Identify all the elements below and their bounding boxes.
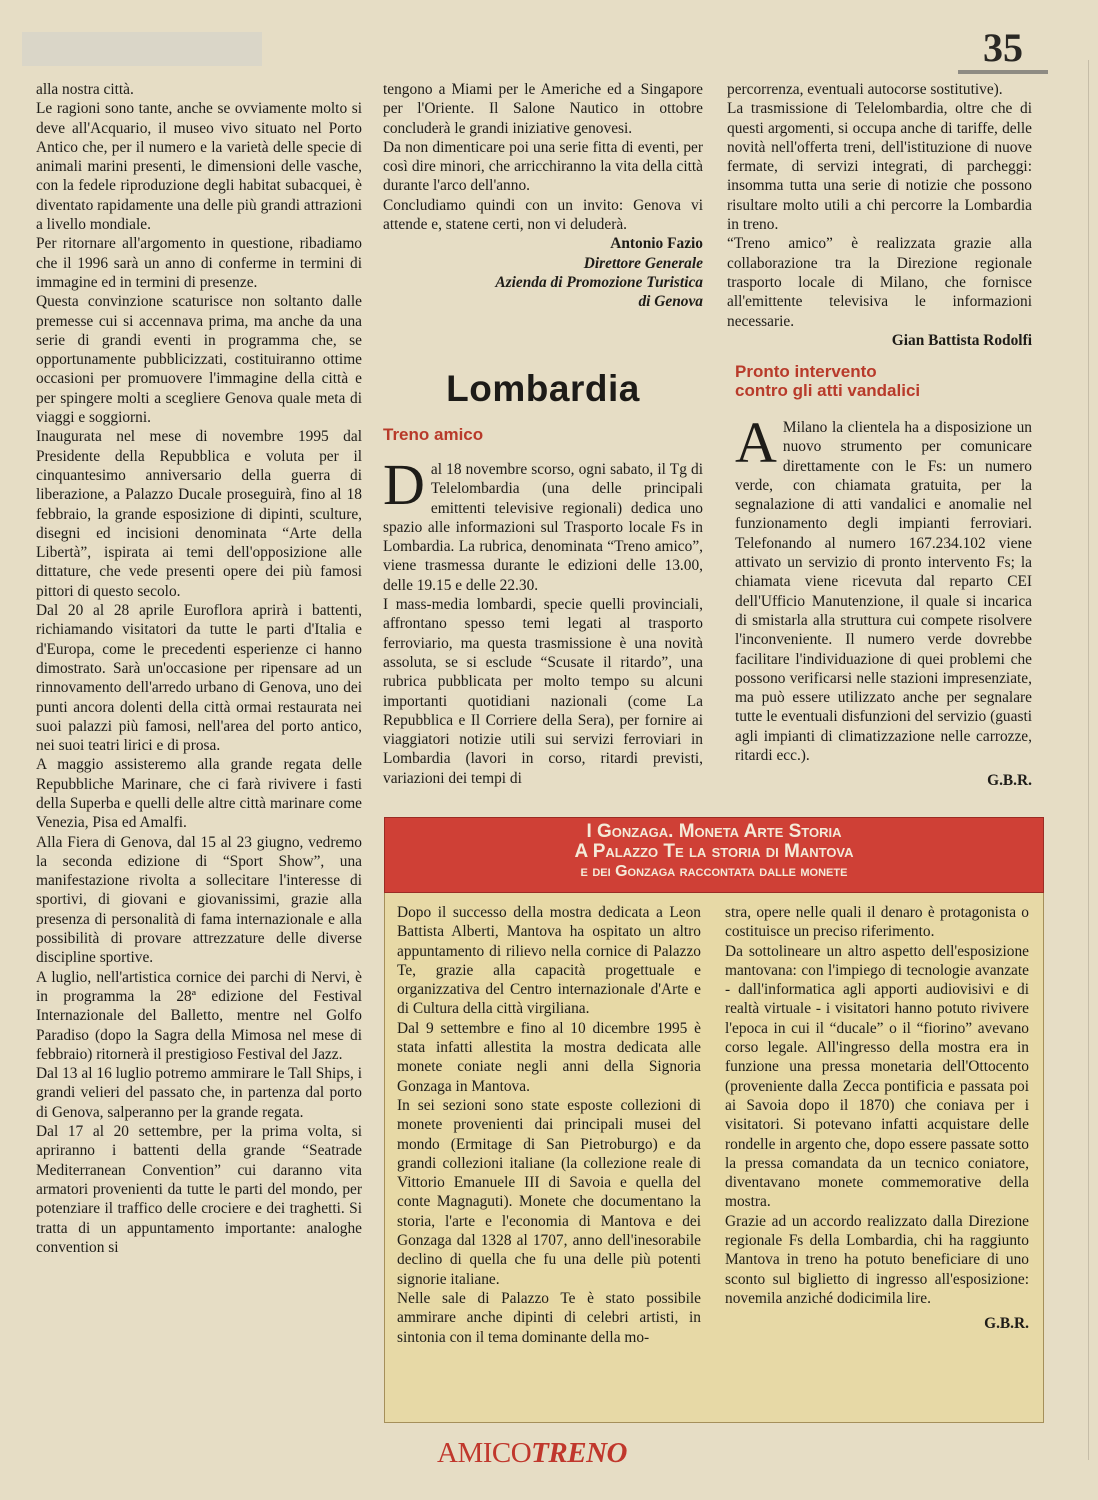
gonzaga-box-header bbox=[384, 817, 1044, 893]
article-pronto-intervento: Milano la clientela ha a disposizione un nuovo strumento per comunicare direttamente con le Fs: un numero verde, con chiamata gratuita, per la segnalazione di atti vandalici e anomalie nel funzionamento degli impianti ferroviari. Telefonando al numero 167.234.102 viene attivato un servizio di pronto intervento Fs; la chiamata viene ricevuta dal reparto CEI dell'Ufficio Manutenzione, il quale si incarica di smistarla alla struttura cui compete risolvere l'inconveniente. Il numero verde dovrebbe facilitare l'individuazione di quei problemi che possono verificarsi nelle stazioni impresenziate, ma può essere utilizzato anche per segnalare tutte le eventuali disfunzioni del servizio (guasti agli impianti di climatizzazione nelle carrozze, ritardi ecc.). bbox=[735, 419, 1032, 765]
gonzaga-paragraph: Da sottolineare un altro aspetto dell'esposizione mantovana: con l'impiego di tecnologie avanzate - dall'informatica agli apporti audiovisivi e di realtà virtuale - i visitatori hanno potuto rivivere l'epoca in cui il “ducale” o il “fiorino” avevano corso legale. All'ingresso della mostra era in funzione una pressa monetaria dell'Ottocento (proveniente dalla Zecca pontificia e passata poi ai Savoia dopo il 1870) che coniava per i visitatori. Si potevano infatti acquistare delle rondelle in argento che, dopo essere passate sotto la pressa comandata da un tecnico coniatore, diventavano monete commemorative della mostra. bbox=[725, 942, 1029, 1211]
signature-org-city: di Genova bbox=[638, 293, 703, 311]
col1-paragraph: A luglio, nell'artistica cornice dei parchi di Nervi, è in programma la 28ª edizione del Festival Internazionale del Balletto, mentre nel Golfo Paradiso (dopo la Sagra della Mimosa nel mese di febbraio) ritornerà il prestigioso Festival del Jazz. bbox=[36, 968, 362, 1063]
logo-treno: TRENO bbox=[531, 1437, 627, 1469]
col1-paragraph: Per ritornare all'argomento in questione, ribadiamo che il 1996 sarà un anno di conferme in termini di immagine ed in termini di presenze. bbox=[36, 235, 362, 291]
col1-paragraph: A maggio assisteremo alla grande regata delle Repubbliche Marinare, che ci farà rivivere i fasti della Superba e quelli delle altre città marinare come Venezia, Pisa ed Amalfi. bbox=[36, 756, 362, 832]
gonzaga-col-right bbox=[725, 903, 1029, 1334]
col2-paragraph: Da non dimenticare poi una serie fitta di eventi, per così dire minori, che arricchiranno la vita della città durante l'arco dell'anno. bbox=[383, 138, 703, 195]
dropcap-a: A bbox=[735, 410, 777, 475]
logo-amico: AMICO bbox=[437, 1437, 532, 1469]
gonzaga-paragraph: Grazie ad un accordo realizzato dalla Direzione regionale Fs della Lombardia, chi ha raggiunto Mantova in treno ha potuto beneficiare di uno sconto sul biglietto di ingresso all'esposizione: novemila anziché dodicimila lire. bbox=[725, 1212, 1029, 1307]
initials-gbr: G.B.R. bbox=[987, 772, 1032, 790]
amicotreno-logo bbox=[437, 1437, 637, 1477]
col2-paragraph: tengono a Miami per le Americhe ed a Singapore per l'Oriente. Il Salone Nautico in ottobre concluderà le grandi iniziative genovesi. bbox=[383, 81, 703, 137]
column-3-article bbox=[735, 362, 1032, 791]
column-2-top bbox=[383, 80, 703, 312]
gonzaga-box-body bbox=[384, 893, 1044, 1423]
gonzaga-header-line3: e dei Gonzaga raccontata dalle monete bbox=[580, 863, 848, 880]
gonzaga-initials: G.B.R. bbox=[984, 1315, 1029, 1333]
col1-paragraph: Dal 20 al 28 aprile Euroflora aprirà i battenti, richiamando visitatori da tutte le parti d'Italia e d'Europa, come le precedenti esperienze ci hanno dimostrato. Sarà un'occasione per ripensare ad un rinnovamento dell'arredo urbano di Genova, uno dei punti ancora dolenti della città ormai restaurata nei suoi palazzi più famosi, nell'area del porto antico, nei suoi teatri lirici e di prosa. bbox=[36, 602, 362, 755]
col3-paragraph: “Treno amico” è realizzata grazie alla collaborazione tra la Direzione regionale trasporto locale di Milano, che fornisce all'emittente televisiva le informazioni necessarie. bbox=[727, 235, 1032, 330]
gonzaga-paragraph: Dal 9 settembre e fino al 10 dicembre 1995 è stata infatti allestita la mostra dedicata alle monete coniate negli anni della Signoria Gonzaga in Mantova. bbox=[397, 1019, 701, 1095]
col1-paragraph: Questa convinzione scaturisce non soltanto dalle premesse cui si accennava prima, ma anche da una serie di grandi eventi in programma che, se opportunamente pubblicizzati, costituiranno ottime occasioni per promuovere l'immagine della città e per spingere molti a scegliere Genova quale meta di viaggi e soggiorni. bbox=[36, 293, 362, 427]
signature-rodolfi: Gian Battista Rodolfi bbox=[891, 331, 1032, 349]
article-treno-amico-body: I mass-media lombardi, specie quelli provinciali, affrontano spesso temi legati al trasporto ferroviario, ma questa trasmissione è una novità assoluta, se si esclude “Scusate il ritardo”, una rubrica pubblicata per molto tempo su alcuni importanti quotidiani nazionali (come La Repubblica e Il Corriere della Sera), per fornire ai viaggiatori notizie utili sui servizi ferroviari in Lombardia (lavori in corso, ritardi previsti, variazioni dei tempi di bbox=[383, 596, 703, 787]
signature-title: Direttore Generale bbox=[583, 254, 703, 272]
gonzaga-paragraph: Dopo il successo della mostra dedicata a Leon Battista Alberti, Mantova ha ospitato un altro appuntamento di rilievo nella cornice di Palazzo Te, grazie alla capacità progettuale e organizzativa del Centro internazionale d'Arte e di Cultura della città virgiliana. bbox=[397, 904, 701, 1018]
signature-name: Antonio Fazio bbox=[610, 235, 703, 253]
column-2-article bbox=[383, 425, 703, 788]
col1-paragraph: Dal 13 al 16 luglio potremo ammirare le Tall Ships, i grandi velieri del passato che, in partenza dal porto di Genova, salperanno per la grande regata. bbox=[36, 1065, 362, 1121]
right-edge-rule bbox=[1088, 60, 1089, 1460]
section-title-pronto-1: Pronto intervento bbox=[735, 362, 877, 381]
signature-org: Azienda di Promozione Turistica bbox=[495, 273, 703, 291]
col3-paragraph: percorrenza, eventuali autocorse sostitutive). bbox=[727, 81, 1003, 98]
header-ghost-band bbox=[22, 32, 262, 66]
gonzaga-header-line2: A Palazzo Te la storia di Mantova bbox=[574, 841, 854, 862]
column-3 bbox=[727, 80, 1032, 350]
article-treno-amico-lead: al 18 novembre scorso, ogni sabato, il Tg di Telelombardia (una delle principali emittenti televisive regionali) dedica uno spazio alle informazioni sul Trasporto locale Fs in Lombardia. La rubrica, denominata “Treno amico”, viene trasmessa durante le edizioni delle 13.00, delle 19.15 e delle 22.30. bbox=[383, 461, 703, 594]
column-1 bbox=[36, 80, 362, 1257]
col1-paragraph: Dal 17 al 20 settembre, per la prima volta, si apriranno i battenti della grande “Seatrade Mediterranean Convention” cui daranno vita armatori provenienti da tutte le parti del mondo, per potenziare il traffico delle crociere e dei traghetti. Si tratta di un appuntamento importante: analoghe convention si bbox=[36, 1123, 362, 1256]
dropcap-d: D bbox=[383, 452, 425, 517]
page-number: 35 bbox=[958, 26, 1048, 74]
section-title-treno-amico: Treno amico bbox=[383, 425, 484, 444]
col1-paragraph: alla nostra città. bbox=[36, 81, 134, 98]
col1-paragraph: Inaugurata nel mese di novembre 1995 dal Presidente della Repubblica e voluta per il cinquantesimo anniversario della guerra di liberazione, a Palazzo Ducale proseguirà, fino al 18 febbraio, la grande esposizione di dipinti, sculture, disegni ed incisioni denominata “Arte della Libertà”, ispirata ai temi dell'opposizione alle dittature, che vede presenti opere dei più famosi pittori di questo secolo. bbox=[36, 428, 362, 600]
region-title: Lombardia bbox=[446, 368, 640, 409]
col1-paragraph: Le ragioni sono tante, anche se ovviamente molto si deve all'Acquario, il museo vivo situato nel Porto Antico che, per il numero e la varietà delle specie di animali marini presenti, le dimensioni delle vasche, con la fedele riproduzione degli habitat subacquei, è diventato rapidamente una delle più grandi attrazioni a livello mondiale. bbox=[36, 100, 362, 234]
col2-paragraph: Concludiamo quindi con un invito: Genova vi attende e, statene certi, non vi deluderà. bbox=[383, 196, 703, 234]
col3-paragraph: La trasmissione di Telelombardia, oltre che di questi argomenti, si occupa anche di tariffe, delle novità nell'offerta treni, dell'istituzione di nuove fermate, di servizi integrati, di parcheggi: insomma tutta una serie di notizie che possono risultare molto utili a chi percorre la Lombardia in treno. bbox=[727, 100, 1032, 234]
gonzaga-paragraph: In sei sezioni sono state esposte collezioni di monete provenienti dai principali musei del mondo (Ermitage di San Pietroburgo) e da grandi collezioni italiane (la collezione reale di Vittorio Emanuele III di Savoia e quella del conte Magnaguti). Monete che documentano la storia, l'arte e l'economia di Mantova e dei Gonzaga dal 1328 al 1707, anno dell'inesorabile declino di quella che fu una delle più potenti signorie italiane. bbox=[397, 1096, 701, 1288]
gonzaga-col-left bbox=[397, 903, 701, 1347]
gonzaga-paragraph: stra, opere nelle quali il denaro è protagonista o costituisce un preciso riferimento. bbox=[725, 904, 1029, 941]
gonzaga-paragraph: Nelle sale di Palazzo Te è stato possibile ammirare anche dipinti di celebri artisti, in sintonia con il tema dominante della mo- bbox=[397, 1289, 701, 1346]
gonzaga-header-line1: I Gonzaga. Moneta Arte Storia bbox=[586, 821, 842, 842]
col1-paragraph: Alla Fiera di Genova, dal 15 al 23 giugno, vedremo la seconda edizione di “Sport Show”, una manifestazione rivolta a sollecitare l'interesse di sportivi, di giovani e giovanissimi, grazie alla presenza di personalità di fama internazionale e alla possibilità di provare attrezzature delle diverse discipline sportive. bbox=[36, 833, 362, 967]
section-title-pronto-2: contro gli atti vandalici bbox=[735, 381, 921, 400]
